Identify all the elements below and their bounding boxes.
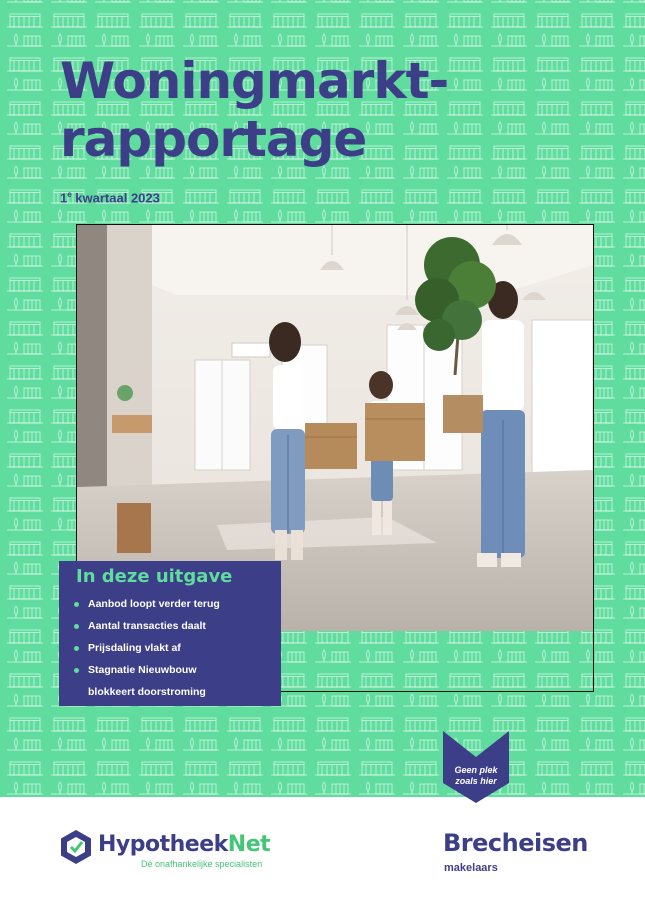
quarter-superscript: e [67,190,72,199]
in-this-issue-heading: In deze uitgave [76,566,233,587]
issue-topic-text: Aantal transacties daalt [88,620,206,632]
quarter-label [60,190,160,205]
quarter-number: 1 [60,190,68,206]
issue-topic-item [73,597,273,611]
issue-topic-item [73,641,273,655]
hypotheeknet-tagline: Dé onafhankelijke specialisten [141,859,263,869]
title-line-1: Woningmarkt- [60,52,449,110]
quarter-text: kwartaal 2023 [71,190,160,206]
in-this-issue-box [59,561,281,706]
hypotheeknet-logo-part2: Net [227,832,271,857]
issue-topic-list [73,597,273,707]
issue-topic-item [73,619,273,633]
issue-topic-text: Stagnatie Nieuwbouw [88,664,197,676]
bullet-icon [74,624,79,629]
issue-topic-text: Prijsdaling vlakt af [88,642,181,654]
brecheisen-logo-name: Brecheisen [443,829,588,857]
badge-line-1: Geen plek [454,765,498,775]
hypotheeknet-hexagon-logo-icon [60,829,92,865]
report-title [60,52,448,168]
bullet-icon [74,668,79,673]
issue-topic-text: Aanbod loopt verder terug [88,598,220,610]
badge-line-2: zoals hier [455,776,497,786]
issue-topic-item [73,663,273,699]
bullet-icon [74,646,79,651]
brecheisen-logo-subtitle: makelaars [444,862,498,874]
hypotheeknet-logo-part1: Hypotheek [98,832,228,857]
title-line-2: rapportage [60,110,367,168]
bullet-icon [74,602,79,607]
man-figure [477,281,525,567]
hypotheeknet-logo-text [98,832,270,857]
badge-slogan [443,765,509,787]
issue-topic-continuation: blokkeert doorstroming [88,686,206,698]
